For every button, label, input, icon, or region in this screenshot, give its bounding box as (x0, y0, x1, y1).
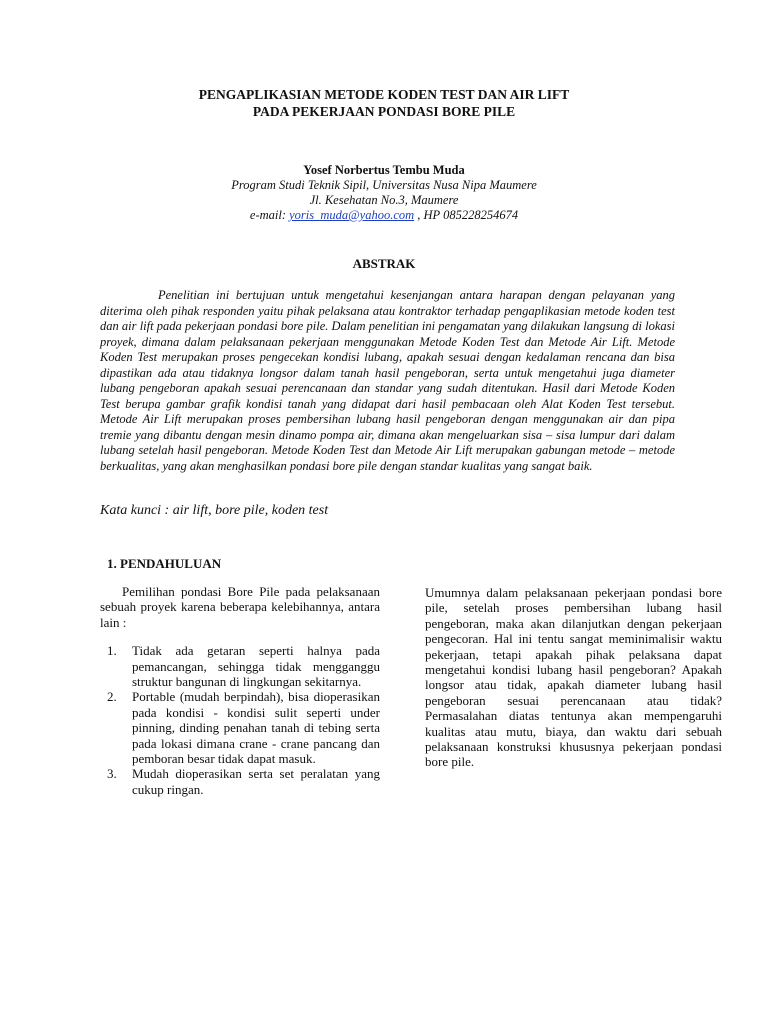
advantages-list (100, 643, 380, 797)
list-item (100, 766, 380, 797)
author-block (0, 163, 768, 223)
section-heading-introduction: 1. PENDAHULUAN (107, 556, 222, 571)
email-link[interactable]: yoris_muda@yahoo.com (289, 208, 415, 222)
list-item-text: Mudah dioperasikan serta set peralatan yang cukup ringan. (132, 766, 380, 797)
list-item-number: 3. (107, 766, 117, 782)
keywords: Kata kunci : air lift, bore pile, koden test (100, 503, 329, 518)
intro-paragraph: Pemilihan pondasi Bore Pile pada pelaksanaan sebuah proyek karena beberapa kelebihannya, antara lain : (100, 584, 380, 630)
author-affiliation: Program Studi Teknik Sipil, Universitas Nusa Nipa Maumere (231, 178, 537, 192)
phone-text: , HP 085228254674 (414, 208, 519, 222)
list-item-number: 1. (107, 643, 117, 659)
author-name: Yosef Norbertus Tembu Muda (303, 163, 465, 177)
list-item (100, 689, 380, 766)
email-prefix: e-mail: (249, 208, 290, 222)
list-item-text: Tidak ada getaran seperti halnya pada pemancangan, sehingga tidak mengganggu struktur bangunan di lingkungan sekitarnya. (132, 643, 380, 690)
abstract-body: Penelitian ini bertujuan untuk mengetahui kesenjangan antara harapan dengan pelayanan yang diterima oleh pihak responden yaitu pihak pelaksana atau kontraktor terhadap pengaplikasian metode koden test dan air lift pada pekerjaan pondasi bore pile. Dalam penelitian ini pengamatan yang dilakukan langsung di lokasi proyek, dimana dalam pelaksanaan pekerjaan menggunakan Metode Koden Test dan Metode Air Lift. Metode Koden Test merupakan proses pengecekan kondisi lubang, apakah sesuai dengan kedalaman rencana dan bisa dipastikan ada atau tidaknya longsor dalam tanah hasil pengeboran, serta untuk mengetahui juga diameter lubang pengeboran apakah sesuai perencanaan dan standar yang sudah ditentukan. Hasil dari Metode Koden Test berupa gambar grafik kondisi tanah yang didapat dari hasil pembacaan oleh Alat Koden Test tersebut. Metode Air Lift merupakan proses pembersihan lubang hasil pengeboran dengan menggunakan air dan pipa tremie yang dibantu dengan mesin dinamo pompa air, dimana akan mengeluarkan sisa – sisa lumpur dari dalam lubang setelah hasil pengeboran. Metode Koden Test dan Metode Air Lift merupakan gabungan metode – metode berkualitas, yang akan menghasilkan pondasi bore pile dengan standar kualitas yang sangat baik. (100, 288, 675, 473)
abstract-heading: ABSTRAK (352, 256, 416, 271)
author-address: Jl. Kesehatan No.3, Maumere (309, 193, 459, 207)
list-item-text: Portable (mudah berpindah), bisa dioperasikan pada kondisi - kondisi sulit seperti under pinning, dinding penahan tanah di tebing serta pada lokasi dimana crane - crane pancang dan pemboran besar tidak dapat masuk. (132, 689, 380, 767)
right-column-paragraph: Umumnya dalam pelaksanaan pekerjaan pondasi bore pile, setelah proses pembersihan lubang hasil pengeboran, maka akan dilanjutkan dengan pekerjaan pengecoran. Hal ini tentu sangat meminimalisir waktu pekerjaan, tetapi apakah pihak pelaksana dapat mengetahui kondisi lubang hasil pengeboran? Apakah longsor atau tidak, apakah diameter lubang hasil pengeboran sesuai perencanaan atau tidak? Permasalahan diatas tentunya akan mempengaruhi kualitas atau mutu, biaya, dan waktu dari sebuah pelaksanaan konstruksi khususnya pekerjaan pondasi bore pile. (425, 585, 722, 770)
list-item-number: 2. (107, 689, 117, 705)
author-contact (0, 208, 768, 223)
left-column (100, 584, 380, 797)
list-item (100, 643, 380, 689)
title-line-2: PADA PEKERJAAN PONDASI BORE PILE (252, 104, 516, 119)
paper-title (0, 86, 768, 120)
title-line-1: PENGAPLIKASIAN METODE KODEN TEST DAN AIR LIFT (198, 87, 570, 102)
